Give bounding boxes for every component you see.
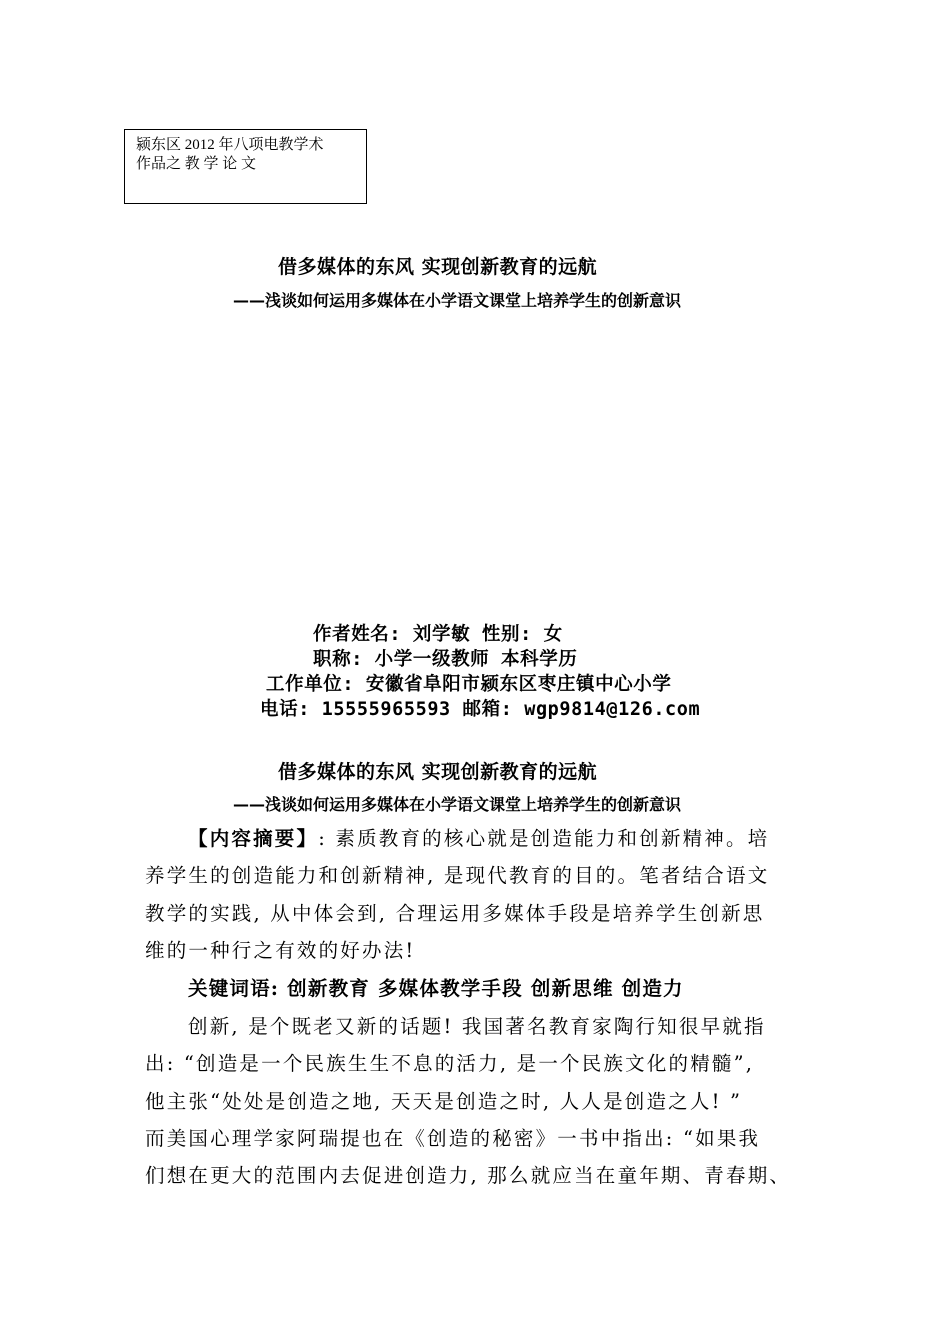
body-line-3: 他主张“处处是创造之地, 天天是创造之时, 人人是创造之人! ” xyxy=(145,1090,743,1113)
author-title-degree: 职称: 小学一级教师 本科学历 xyxy=(313,649,578,670)
body-line-4: 而美国心理学家阿瑞提也在《创造的秘密》一书中指出: “如果我 xyxy=(145,1127,761,1150)
abstract-line-1 xyxy=(188,823,769,851)
author-name-gender: 作者姓名: 刘学敏 性别: 女 xyxy=(313,624,563,645)
body-line-2: 出: “创造是一个民族生生不息的活力, 是一个民族文化的精髓”, xyxy=(145,1052,755,1075)
work-label-box xyxy=(124,129,367,204)
work-label-line-2: 作品之 教 学 论 文 xyxy=(136,156,257,172)
abstract-line-3: 教学的实践, 从中体会到, 合理运用多媒体手段是培养学生创新思 xyxy=(145,902,765,925)
work-label-line-1: 颍东区 2012 年八项电教学术 xyxy=(136,137,324,153)
keywords: 关键词语: 创新教育 多媒体教学手段 创新思维 创造力 xyxy=(188,977,684,1000)
abstract-line-2: 养学生的创造能力和创新精神, 是现代教育的目的。笔者结合语文 xyxy=(145,864,770,887)
article-title: 借多媒体的东风 实现创新教育的远航 xyxy=(278,761,598,783)
abstract-text-1: : 素质教育的核心就是创造能力和创新精神。培 xyxy=(318,827,770,850)
author-workplace: 工作单位: 安徽省阜阳市颍东区枣庄镇中心小学 xyxy=(266,674,672,695)
article-subtitle: ——浅谈如何运用多媒体在小学语文课堂上培养学生的创新意识 xyxy=(233,795,682,814)
body-line-1: 创新, 是个既老又新的话题! 我国著名教育家陶行知很早就指 xyxy=(188,1015,766,1038)
cover-subtitle: ——浅谈如何运用多媒体在小学语文课堂上培养学生的创新意识 xyxy=(233,291,682,310)
cover-title: 借多媒体的东风 实现创新教育的远航 xyxy=(278,256,598,278)
body-line-5: 们想在更大的范围内去促进创造力, 那么就应当在童年期、青春期、 xyxy=(145,1164,792,1187)
author-contact: 电话: 15555965593 邮箱: wgp9814@126.com xyxy=(260,699,701,720)
abstract-line-4: 维的一种行之有效的好办法! xyxy=(145,939,416,962)
abstract-label: 【内容摘要】 xyxy=(188,827,319,850)
